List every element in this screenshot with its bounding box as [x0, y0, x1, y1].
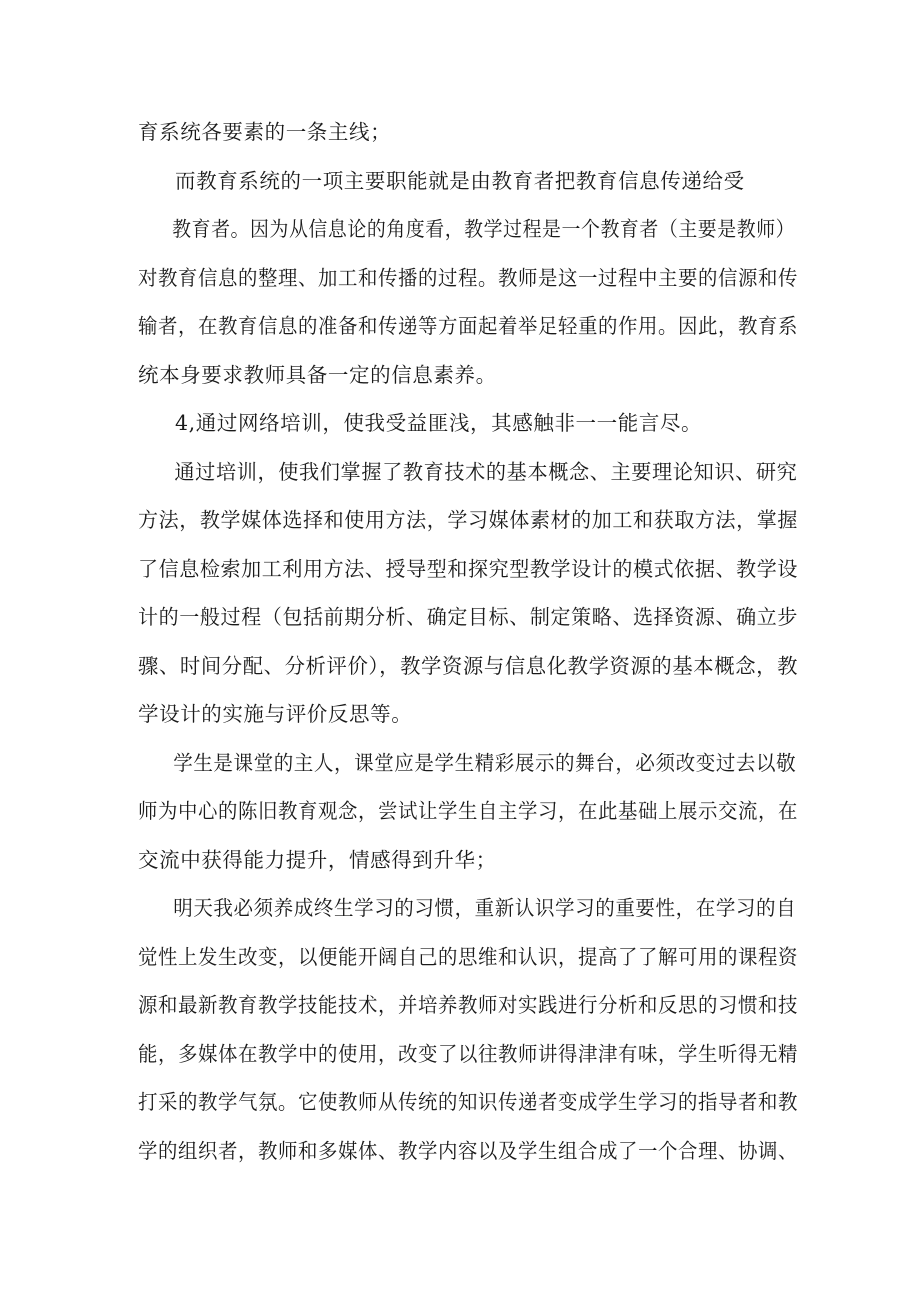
text-line: 通过培训，使我们掌握了教育技术的基本概念、主要理论知识、研究	[174, 459, 798, 484]
document-body	[138, 112, 798, 1179]
text-line: 输者，在教育信息的准备和传递等方面起着举足轻重的作用。因此，教育系	[138, 314, 799, 338]
text-line: 学生是课堂的主人，课堂应是学生精彩展示的舞台，必须改变过去以敬	[173, 750, 797, 775]
text-line: 统本身要求教师具备一定的信息素养。	[138, 362, 497, 387]
text-line: 育系统各要素的一条主线；	[138, 120, 392, 144]
text-line: 明天我必须养成终生学习的习惯，重新认识学习的重要性，在学习的自	[173, 896, 797, 920]
text-line: 而教育系统的一项主要职能就是由教育者把教育信息传递给受	[175, 168, 745, 193]
text-line: 学设计的实施与评价反思等。	[138, 702, 413, 726]
text-line: 教育者。因为从信息论的角度看，教学过程是一个教育者（主要是教师）	[172, 217, 796, 241]
text-line: 觉性上发生改变，以便能开阔自己的思维和认识，提高了了解可用的课程资	[138, 944, 799, 969]
text-line: 交流中获得能力提升，情感得到升华；	[138, 847, 497, 872]
text-line: 打采的教学气氛。它使教师从传统的知识传递者变成学生学习的指导者和教	[138, 1090, 799, 1114]
text-line: 学的组织者，教师和多媒体、教学内容以及学生组合成了一个合理、协调、	[138, 1138, 799, 1163]
text-line: 计的一般过程（包括前期分析、确定目标、制定策略、选择资源、确立步	[138, 605, 799, 629]
text-line: 对教育信息的整理、加工和传播的过程。教师是这一过程中主要的信源和传	[138, 265, 799, 290]
text-line: 了信息检索加工利用方法、授导型和探究型教学设计的模式依据、教学设	[138, 556, 799, 581]
text-line: 源和最新教育教学技能技术，并培养教师对实践进行分析和反思的习惯和技	[138, 993, 799, 1017]
text-line: 能，多媒体在教学中的使用，改变了以往教师讲得津津有味，学生听得无精	[138, 1041, 799, 1066]
text-line: 方法，教学媒体选择和使用方法，学习媒体素材的加工和获取方法，掌握	[138, 508, 799, 532]
text-line: 4,通过网络培训，使我受益匪浅，其感触非一一能言尽。	[175, 411, 703, 435]
text-line: 师为中心的陈旧教育观念，尝试让学生自主学习，在此基础上展示交流，在	[138, 799, 799, 823]
text-line: 骤、时间分配、分析评价），教学资源与信息化教学资源的基本概念，教	[138, 653, 799, 678]
